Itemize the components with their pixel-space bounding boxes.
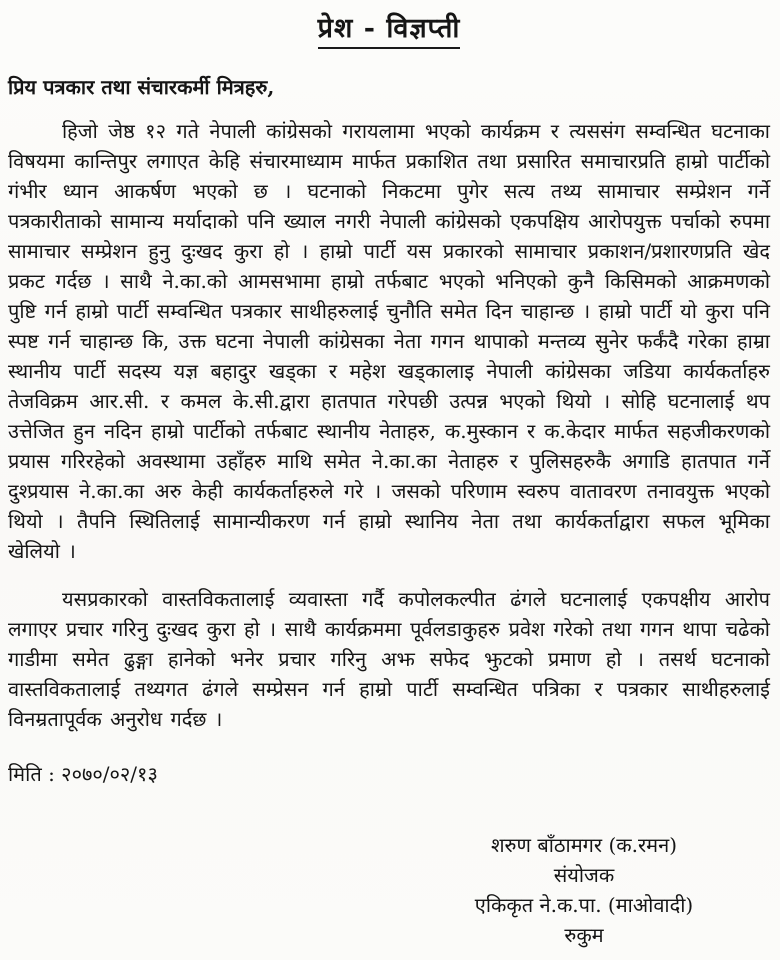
page-title [8,8,770,49]
signatory-party: एकिकृत ने.क.पा. (माओवादी) [474,893,694,917]
signature-block [414,830,754,950]
body-paragraph-1: हिजो जेष्ठ १२ गते नेपाली कांग्रेसको गरायलामा भएको कार्यक्रम र त्यससंग सम्वन्धित घटनाका विषयमा कान्तिपुर लगाएत केहि संचारमाध्याम मार्फत प्रकाशित तथा प्रसारित समाचारप्रति हाम्रो पार्टीको गंभीर ध्यान आकर्षण भएको छ । घटनाको निकटमा पुगेर सत्य तथ्य सामाचार सम्प्रेशन गर्ने पत्रकारीताको सामान्य मर्यादाको पनि ख्याल नगरी नेपाली कांग्रेसको एकपक्षिय आरोपयुक्त पर्चाको रुपमा सामाचार सम्प्रेशन हुनु दुःखद कुरा हो । हाम्रो पार्टी यस प्रकारको सामाचार प्रकाशन/प्रशारणप्रति खेद प्रकट गर्दछ । साथै ने.का.को आमसभामा हाम्रो तर्फबाट भएको भनिएको कुनै किसिमको आक्रमणको पुष्टि गर्न हाम्रो पार्टी सम्वन्धित पत्रकार साथीहरुलाई चुनौति समेत दिन चाहान्छ । हाम्रो पार्टी यो कुरा पनि स्पष्ट गर्न चाहान्छ कि, उक्त घटना नेपाली कांग्रेसका नेता गगन थापाको मन्तव्य सुनेर फर्कंदै गरेका हाम्रा स्थानीय पार्टी सदस्य यज्ञ बहादुर खड्का र महेश खड्कालाइ नेपाली कांग्रेसका जडिया कार्यकर्ताहरु तेजविक्रम आर.सी. र कमल के.सी.द्वारा हातपात गरेपछी उत्पन्न भएको थियो । सोहि घटनालाई थप उत्तेजित हुन नदिन हाम्रो पार्टीको तर्फबाट स्थानीय नेताहरु, क.मुस्कान र क.केदार मार्फत सहजीकरणको प्रयास गरिरहेको अवस्थामा उहाँहरु माथि समेत ने.का.का नेताहरु र पुलिसहरुकै अगाडि हातपात गर्ने दुश्प्रयास ने.का.का अरु केही कार्यकर्ताहरुले गरे । जसको परिणाम स्वरुप वातावरण तनावयुक्त भएको थियो । तैपनि स्थितिलाई सामान्यीकरण गर्न हाम्रो स्थानिय नेता तथा कार्यकर्ताद्वारा सफल भूमिका खेलियो । [8,119,770,563]
page-title-text: प्रेश - विज्ञप्ती [318,8,461,49]
body-paragraph-2: यसप्रकारको वास्तविकतालाई व्यवास्ता गर्दै कपोलकल्पीत ढंगले घटनालाई एकपक्षीय आरोप लगाएर प्रचार गरिनु दुःखद कुरा हो । साथै कार्यक्रममा पूर्वलडाकुहरु प्रवेश गरेको तथा गगन थापा चढेको गाडीमा समेत ढुङ्गा हानेको भनेर प्रचार गरिनु अझ सफेद झुटको प्रमाण हो । तसर्थ घटनाको वास्तविकतालाई तथ्यगत ढंगले सम्प्रेसन गर्न हाम्रो पार्टी सम्वन्धित पत्रिका र पत्रकार साथीहरुलाई विनम्रतापूर्वक अनुरोध गर्दछ । [8,587,770,731]
signatory-role: संयोजक [553,863,615,887]
date-line: मिति : २०७०/०२/१३ [8,762,158,786]
signatory-name: शरुण बाँठामगर (क.रमन) [490,833,678,857]
salutation-line: प्रिय पत्रकार तथा संचारकर्मी मित्रहरु, [8,75,275,99]
signatory-place: रुकुम [564,923,604,947]
